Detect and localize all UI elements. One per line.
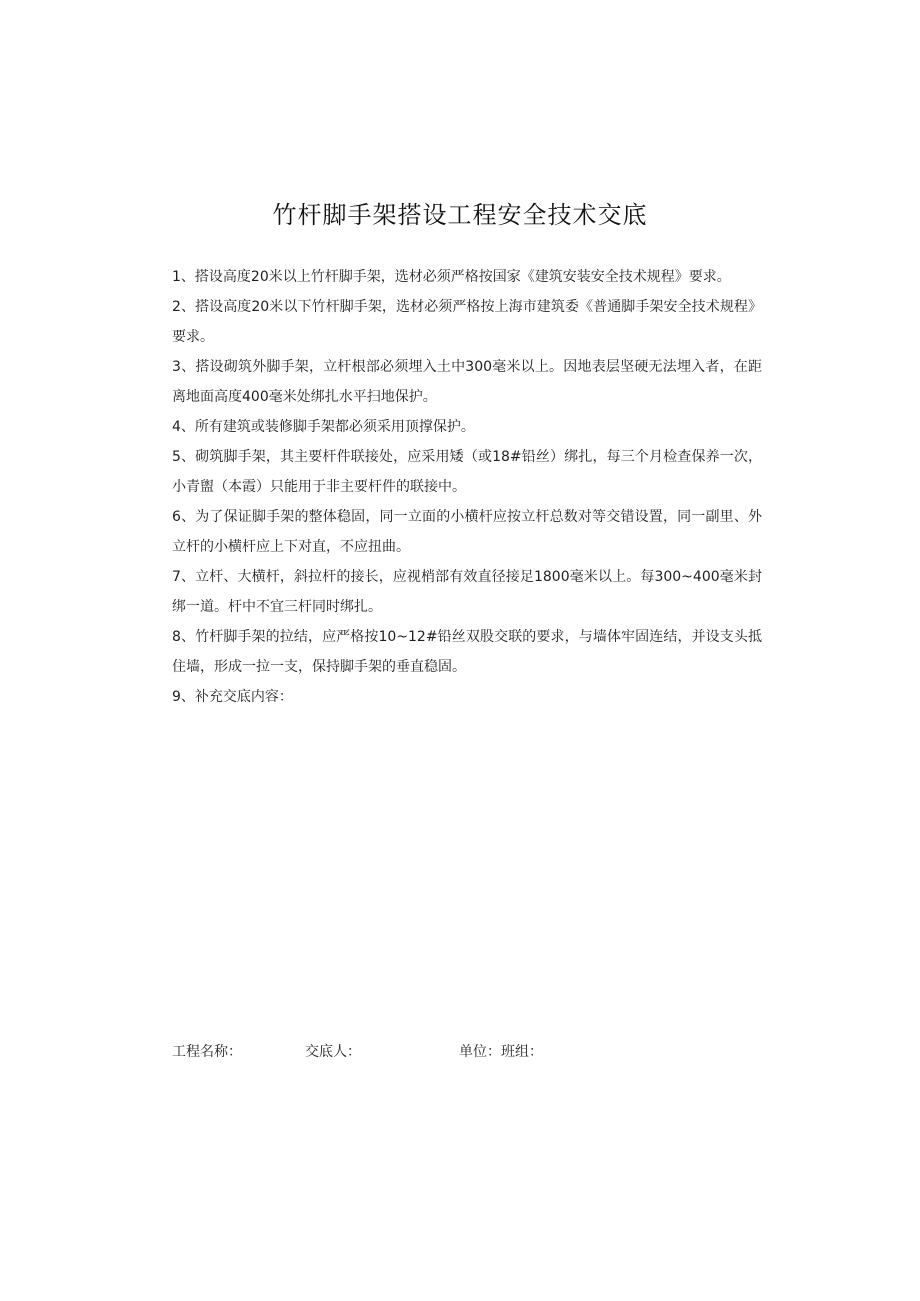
clause-item: 5、砌筑脚手架，其主要杆件联接处，应采用矮（或18#铅丝）绑扎，每三个月检查保养一次，小青盥（本霞）只能用于非主要杆件的联接中。 [172,449,762,495]
clause-item: 4、所有建筑或装修脚手架都必须采用顶撑保护。 [172,419,475,435]
discloser-label: 交底人： [305,1044,361,1060]
unit-team-label: 单位：班组： [459,1044,543,1060]
supplementary-clause: 9、补充交底内容： [172,689,293,705]
clause-item: 1、搭设高度20米以上竹杆脚手架，选材必须严格按国家《建筑安装安全技术规程》要求。 [172,269,731,285]
clause-item: 8、竹杆脚手架的拉结，应严格按10~12#铅丝双股交联的要求，与墙体牢固连结，并设支头抵住墙，形成一拉一支，保持脚手架的垂直稳固。 [172,629,762,675]
document-title: 竹杆脚手架搭设工程安全技术交底 [272,201,648,229]
clause-item: 2、搭设高度20米以下竹杆脚手架，选材必须严格按上海市建筑委《普通脚手架安全技术规程》要求。 [172,299,762,345]
clause-item: 7、立杆、大横杆，斜拉杆的接长，应视梢部有效直径接足1800毫米以上。每300~400毫米封绑一道。杆中不宜三杆同时绑扎。 [172,569,762,615]
signature-footer [172,1040,762,1064]
clause-item: 6、为了保证脚手架的整体稳固，同一立面的小横杆应按立杆总数对等交错设置，同一副里、外立杆的小横杆应上下对直，不应扭曲。 [172,509,762,555]
clause-list [172,262,762,712]
clause-item: 3、搭设砌筑外脚手架，立杆根部必须埋入土中300毫米以上。因地表层坚硬无法埋入者，在距离地面高度400毫米处绑扎水平扫地保护。 [172,359,762,405]
project-name-label: 工程名称： [172,1044,242,1060]
